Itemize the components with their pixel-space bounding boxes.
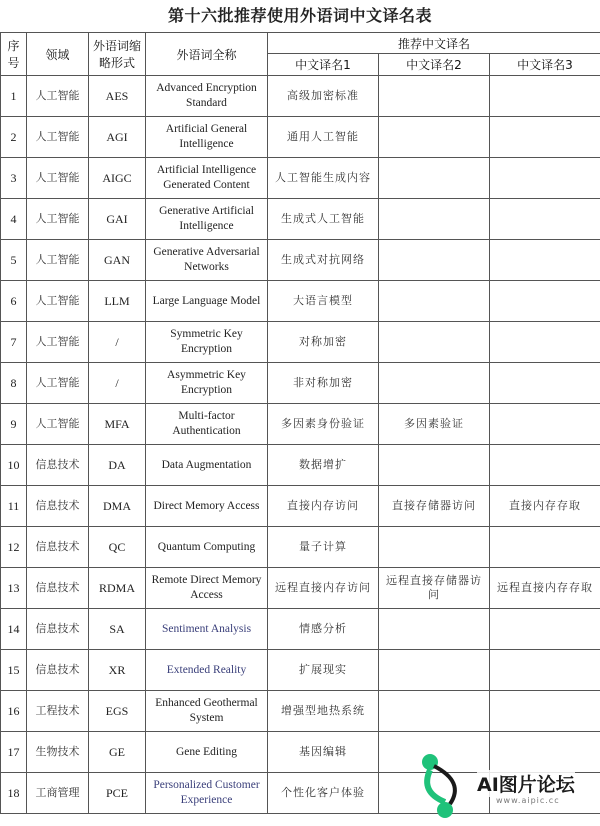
table-row bbox=[1, 117, 600, 158]
row-chinese-name-1: 远程直接内存访问 bbox=[268, 568, 379, 609]
row-chinese-name-1: 高级加密标准 bbox=[268, 76, 379, 117]
row-number: 18 bbox=[1, 773, 27, 814]
row-abbreviation: AES bbox=[89, 76, 146, 117]
row-number: 1 bbox=[1, 76, 27, 117]
table-row bbox=[1, 609, 600, 650]
row-number: 14 bbox=[1, 609, 27, 650]
row-abbreviation: AIGC bbox=[89, 158, 146, 199]
row-field: 人工智能 bbox=[27, 76, 89, 117]
header-full: 外语词全称 bbox=[146, 33, 268, 76]
header-name3: 中文译名3 bbox=[490, 54, 600, 76]
row-chinese-name-3 bbox=[490, 281, 600, 322]
row-chinese-name-2 bbox=[379, 199, 490, 240]
row-chinese-name-3 bbox=[490, 363, 600, 404]
row-full-name: Artificial General Intelligence bbox=[146, 117, 268, 158]
row-number: 6 bbox=[1, 281, 27, 322]
table-row bbox=[1, 322, 600, 363]
row-number: 17 bbox=[1, 732, 27, 773]
row-number: 5 bbox=[1, 240, 27, 281]
row-full-name: Gene Editing bbox=[146, 732, 268, 773]
row-chinese-name-2 bbox=[379, 240, 490, 281]
row-chinese-name-2 bbox=[379, 322, 490, 363]
row-chinese-name-2 bbox=[379, 445, 490, 486]
row-abbreviation: DMA bbox=[89, 486, 146, 527]
row-abbreviation: GE bbox=[89, 732, 146, 773]
row-full-name: Extended Reality bbox=[146, 650, 268, 691]
table-row bbox=[1, 445, 600, 486]
row-full-name: Large Language Model bbox=[146, 281, 268, 322]
row-number: 7 bbox=[1, 322, 27, 363]
row-abbreviation: SA bbox=[89, 609, 146, 650]
row-chinese-name-1: 非对称加密 bbox=[268, 363, 379, 404]
row-abbreviation: RDMA bbox=[89, 568, 146, 609]
row-chinese-name-1: 扩展现实 bbox=[268, 650, 379, 691]
row-field: 信息技术 bbox=[27, 609, 89, 650]
row-number: 10 bbox=[1, 445, 27, 486]
row-chinese-name-2 bbox=[379, 650, 490, 691]
row-chinese-name-2: 远程直接存储器访问 bbox=[379, 568, 490, 609]
translation-table bbox=[0, 32, 600, 814]
row-chinese-name-3 bbox=[490, 609, 600, 650]
row-field: 人工智能 bbox=[27, 404, 89, 445]
row-chinese-name-1: 生成式人工智能 bbox=[268, 199, 379, 240]
row-field: 信息技术 bbox=[27, 486, 89, 527]
row-chinese-name-1: 增强型地热系统 bbox=[268, 691, 379, 732]
row-field: 信息技术 bbox=[27, 527, 89, 568]
row-abbreviation: GAN bbox=[89, 240, 146, 281]
row-abbreviation: / bbox=[89, 363, 146, 404]
row-chinese-name-2 bbox=[379, 76, 490, 117]
row-full-name: Artificial Intelligence Generated Content bbox=[146, 158, 268, 199]
row-number: 4 bbox=[1, 199, 27, 240]
watermark-url: www.aipic.cc bbox=[496, 796, 560, 805]
row-field: 信息技术 bbox=[27, 445, 89, 486]
row-field: 信息技术 bbox=[27, 568, 89, 609]
row-chinese-name-1: 直接内存访问 bbox=[268, 486, 379, 527]
row-number: 3 bbox=[1, 158, 27, 199]
row-chinese-name-3 bbox=[490, 691, 600, 732]
row-number: 13 bbox=[1, 568, 27, 609]
row-number: 2 bbox=[1, 117, 27, 158]
row-chinese-name-1: 情感分析 bbox=[268, 609, 379, 650]
row-number: 8 bbox=[1, 363, 27, 404]
row-chinese-name-3 bbox=[490, 199, 600, 240]
row-chinese-name-3 bbox=[490, 404, 600, 445]
row-full-name: Asymmetric Key Encryption bbox=[146, 363, 268, 404]
row-chinese-name-1: 量子计算 bbox=[268, 527, 379, 568]
row-field: 人工智能 bbox=[27, 199, 89, 240]
row-chinese-name-3: 直接内存存取 bbox=[490, 486, 600, 527]
row-field: 工商管理 bbox=[27, 773, 89, 814]
row-full-name: Advanced Encryption Standard bbox=[146, 76, 268, 117]
row-abbreviation: LLM bbox=[89, 281, 146, 322]
table-body bbox=[1, 76, 600, 814]
row-chinese-name-1: 基因编辑 bbox=[268, 732, 379, 773]
row-chinese-name-2 bbox=[379, 527, 490, 568]
row-field: 人工智能 bbox=[27, 158, 89, 199]
row-full-name: Data Augmentation bbox=[146, 445, 268, 486]
row-chinese-name-2 bbox=[379, 609, 490, 650]
row-chinese-name-1: 生成式对抗网络 bbox=[268, 240, 379, 281]
row-chinese-name-2: 多因素验证 bbox=[379, 404, 490, 445]
row-chinese-name-3 bbox=[490, 445, 600, 486]
table-row bbox=[1, 76, 600, 117]
row-chinese-name-3 bbox=[490, 158, 600, 199]
row-field: 人工智能 bbox=[27, 363, 89, 404]
table-title: 第十六批推荐使用外语词中文译名表 bbox=[167, 6, 432, 25]
row-chinese-name-3 bbox=[490, 322, 600, 363]
row-abbreviation: XR bbox=[89, 650, 146, 691]
row-chinese-name-3 bbox=[490, 527, 600, 568]
row-full-name: Quantum Computing bbox=[146, 527, 268, 568]
row-chinese-name-1: 数据增扩 bbox=[268, 445, 379, 486]
header-no: 序号 bbox=[1, 33, 27, 76]
row-field: 信息技术 bbox=[27, 650, 89, 691]
row-number: 16 bbox=[1, 691, 27, 732]
row-chinese-name-2 bbox=[379, 117, 490, 158]
row-full-name: Personalized Customer Experience bbox=[146, 773, 268, 814]
row-full-name: Generative Artificial Intelligence bbox=[146, 199, 268, 240]
row-chinese-name-2 bbox=[379, 158, 490, 199]
row-abbreviation: AGI bbox=[89, 117, 146, 158]
table-row bbox=[1, 199, 600, 240]
row-field: 工程技术 bbox=[27, 691, 89, 732]
row-full-name: Enhanced Geothermal System bbox=[146, 691, 268, 732]
row-chinese-name-3 bbox=[490, 650, 600, 691]
row-full-name: Symmetric Key Encryption bbox=[146, 322, 268, 363]
header-abbr: 外语词缩略形式 bbox=[89, 33, 146, 76]
row-full-name: Remote Direct Memory Access bbox=[146, 568, 268, 609]
row-field: 人工智能 bbox=[27, 117, 89, 158]
row-abbreviation: GAI bbox=[89, 199, 146, 240]
row-chinese-name-3: 远程直接内存存取 bbox=[490, 568, 600, 609]
table-row bbox=[1, 568, 600, 609]
table-row bbox=[1, 363, 600, 404]
row-chinese-name-1: 多因素身份验证 bbox=[268, 404, 379, 445]
table-row bbox=[1, 281, 600, 322]
header-field: 领域 bbox=[27, 33, 89, 76]
row-chinese-name-1: 大语言模型 bbox=[268, 281, 379, 322]
row-abbreviation: PCE bbox=[89, 773, 146, 814]
row-chinese-name-1: 个性化客户体验 bbox=[268, 773, 379, 814]
row-full-name: Multi-factor Authentication bbox=[146, 404, 268, 445]
header-recommended: 推荐中文译名 bbox=[268, 33, 600, 54]
table-row bbox=[1, 691, 600, 732]
row-chinese-name-3 bbox=[490, 76, 600, 117]
row-chinese-name-1: 对称加密 bbox=[268, 322, 379, 363]
row-field: 人工智能 bbox=[27, 281, 89, 322]
row-field: 生物技术 bbox=[27, 732, 89, 773]
row-abbreviation: DA bbox=[89, 445, 146, 486]
watermark-text: AI图片论坛 bbox=[477, 770, 575, 797]
row-abbreviation: EGS bbox=[89, 691, 146, 732]
row-chinese-name-3 bbox=[490, 117, 600, 158]
row-chinese-name-2 bbox=[379, 281, 490, 322]
row-number: 9 bbox=[1, 404, 27, 445]
row-chinese-name-2 bbox=[379, 363, 490, 404]
row-full-name: Direct Memory Access bbox=[146, 486, 268, 527]
table-row bbox=[1, 240, 600, 281]
row-number: 15 bbox=[1, 650, 27, 691]
table-row bbox=[1, 158, 600, 199]
row-full-name: Generative Adversarial Networks bbox=[146, 240, 268, 281]
row-number: 11 bbox=[1, 486, 27, 527]
row-chinese-name-2: 直接存储器访问 bbox=[379, 486, 490, 527]
row-chinese-name-1: 通用人工智能 bbox=[268, 117, 379, 158]
table-row bbox=[1, 650, 600, 691]
row-chinese-name-1: 人工智能生成内容 bbox=[268, 158, 379, 199]
row-number: 12 bbox=[1, 527, 27, 568]
header-name2: 中文译名2 bbox=[379, 54, 490, 76]
table-row bbox=[1, 486, 600, 527]
row-field: 人工智能 bbox=[27, 322, 89, 363]
row-field: 人工智能 bbox=[27, 240, 89, 281]
table-row bbox=[1, 404, 600, 445]
row-chinese-name-3 bbox=[490, 240, 600, 281]
row-full-name: Sentiment Analysis bbox=[146, 609, 268, 650]
header-name1: 中文译名1 bbox=[268, 54, 379, 76]
table-row bbox=[1, 527, 600, 568]
row-abbreviation: QC bbox=[89, 527, 146, 568]
row-abbreviation: MFA bbox=[89, 404, 146, 445]
row-abbreviation: / bbox=[89, 322, 146, 363]
row-chinese-name-2 bbox=[379, 691, 490, 732]
